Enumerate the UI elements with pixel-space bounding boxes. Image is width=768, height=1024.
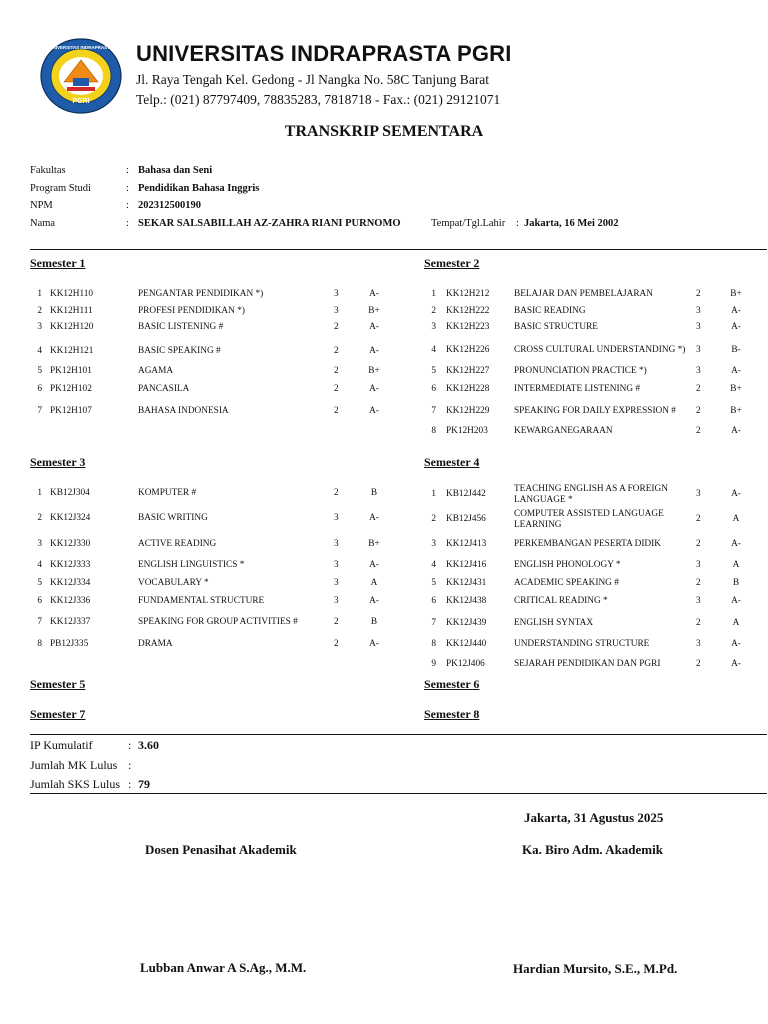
course-name: BAHASA INDONESIA	[138, 406, 229, 416]
nama-value: SEKAR SALSABILLAH AZ-ZAHRA RIANI PURNOMO	[138, 218, 401, 229]
document-title: TRANSKRIP SEMENTARA	[284, 123, 484, 140]
course-name: KEWARGANEGARAAN	[514, 426, 613, 436]
course-sks: 3	[696, 560, 701, 570]
mk-sep: :	[128, 758, 132, 772]
npm-value: 202312500190	[138, 200, 201, 211]
course-code: KB12J456	[446, 514, 486, 524]
course-sks: 3	[696, 306, 701, 316]
course-name: PANCASILA	[138, 384, 190, 394]
course-no: 3	[431, 322, 436, 332]
course-sks: 3	[696, 489, 701, 499]
prodi-sep: :	[126, 183, 129, 194]
course-sks: 3	[696, 639, 701, 649]
course-name: CRITICAL READING *	[514, 596, 608, 606]
course-grade: A-	[369, 322, 379, 332]
course-sks: 2	[334, 366, 339, 376]
nama-label: Nama	[30, 218, 56, 229]
course-no: 7	[431, 618, 436, 628]
course-name: PRONUNCIATION PRACTICE *)	[514, 366, 647, 376]
course-code: PK12J406	[446, 659, 485, 669]
course-name: COMPUTER ASSISTED LANGUAGE LEARNING	[514, 509, 664, 530]
course-name: TEACHING ENGLISH AS A FOREIGN LANGUAGE *	[514, 484, 668, 505]
ttl-value: Jakarta, 16 Mei 2002	[524, 218, 619, 229]
divider	[30, 249, 767, 250]
course-sks: 2	[334, 322, 339, 332]
course-sks: 3	[334, 560, 339, 570]
course-name: SPEAKING FOR DAILY EXPRESSION #	[514, 406, 676, 416]
course-code: KK12H121	[50, 346, 94, 356]
course-sks: 3	[334, 306, 339, 316]
course-name: CROSS CULTURAL UNDERSTANDING *)	[514, 345, 686, 355]
course-no: 7	[37, 406, 42, 416]
course-name: ENGLISH LINGUISTICS *	[138, 560, 245, 570]
course-sks: 2	[696, 618, 701, 628]
course-code: KK12H212	[446, 289, 490, 299]
course-name: FUNDAMENTAL STRUCTURE	[138, 596, 265, 606]
sks-value: 79	[138, 777, 150, 791]
course-name: ENGLISH SYNTAX	[514, 618, 594, 628]
course-grade: B	[370, 617, 378, 627]
course-grade: A-	[731, 322, 741, 332]
semester-7-title: Semester 7	[30, 707, 86, 721]
course-name: BASIC READING	[514, 306, 586, 316]
semester-1-title: Semester 1	[30, 256, 86, 270]
course-no: 4	[37, 346, 42, 356]
university-phone: Telp.: (021) 87797409, 78835283, 7818718 - Fax.: (021) 29121071	[136, 92, 501, 107]
svg-text:PGRI: PGRI	[72, 98, 90, 105]
ipk-sep: :	[128, 738, 132, 752]
course-name: PERKEMBANGAN PESERTA DIDIK	[514, 539, 661, 549]
sks-sep: :	[128, 777, 132, 791]
course-no: 6	[37, 596, 42, 606]
course-no: 1	[37, 289, 42, 299]
course-grade: B-	[731, 345, 741, 355]
course-grade: A-	[369, 596, 379, 606]
semester-6-title: Semester 6	[424, 677, 480, 691]
course-name: DRAMA	[138, 639, 173, 649]
course-grade: A	[732, 560, 740, 570]
course-code: KK12J413	[446, 539, 487, 549]
ttl-sep: :	[516, 218, 519, 229]
course-name: AGAMA	[138, 366, 174, 376]
course-code: KK12H120	[50, 322, 94, 332]
sks-label: Jumlah SKS Lulus	[30, 777, 121, 791]
course-sks: 3	[696, 322, 701, 332]
npm-label: NPM	[30, 200, 53, 211]
course-no: 8	[431, 639, 436, 649]
course-name: BASIC SPEAKING #	[138, 346, 221, 356]
course-sks: 2	[696, 539, 701, 549]
course-name: PROFESI PENDIDIKAN *)	[138, 306, 245, 316]
course-no: 2	[431, 514, 436, 524]
course-sks: 2	[696, 514, 701, 524]
semester-3-title: Semester 3	[30, 455, 86, 469]
course-sks: 2	[696, 289, 701, 299]
course-sks: 3	[696, 596, 701, 606]
course-code: KK12H110	[50, 289, 94, 299]
course-no: 4	[431, 560, 436, 570]
course-grade: A-	[369, 289, 379, 299]
ipk-label: IP Kumulatif	[30, 738, 93, 752]
course-code: PK12H107	[50, 406, 92, 416]
course-name: ENGLISH PHONOLOGY *	[514, 560, 621, 570]
course-code: KK12J334	[50, 578, 91, 588]
course-code: KK12J431	[446, 578, 487, 588]
course-no: 5	[37, 366, 42, 376]
course-sks: 3	[696, 345, 701, 355]
semester-8-title: Semester 8	[424, 707, 480, 721]
summary-bottom-rule	[30, 793, 767, 794]
semester-4-title: Semester 4	[424, 455, 480, 469]
course-grade: A	[732, 618, 740, 628]
semester-5-title: Semester 5	[30, 677, 86, 691]
course-grade: A-	[731, 596, 741, 606]
course-code: KK12H111	[50, 306, 93, 316]
course-code: KK12H226	[446, 345, 490, 355]
course-no: 9	[431, 659, 436, 669]
course-code: KK12J324	[50, 513, 91, 523]
prodi-value: Pendidikan Bahasa Inggris	[138, 183, 260, 194]
course-code: KK12J330	[50, 539, 91, 549]
course-grade: A-	[369, 639, 379, 649]
course-no: 8	[431, 426, 436, 436]
course-code: PK12H102	[50, 384, 92, 394]
course-sks: 2	[334, 639, 339, 649]
fakultas-value: Bahasa dan Seni	[138, 165, 213, 176]
mk-label: Jumlah MK Lulus	[30, 758, 118, 772]
course-code: KK12J337	[50, 617, 91, 627]
course-name: BELAJAR DAN PEMBELAJARAN	[514, 289, 653, 299]
course-no: 1	[431, 489, 436, 499]
nama-sep: :	[126, 218, 129, 229]
course-code: KK12H228	[446, 384, 490, 394]
course-no: 1	[37, 488, 42, 498]
course-sks: 3	[696, 366, 701, 376]
course-code: KB12J304	[50, 488, 90, 498]
course-no: 5	[431, 578, 436, 588]
course-grade: A	[732, 514, 740, 524]
course-code: PK12H101	[50, 366, 92, 376]
course-grade: A-	[731, 639, 741, 649]
course-sks: 2	[334, 346, 339, 356]
course-sks: 2	[334, 617, 339, 627]
course-sks: 2	[696, 384, 701, 394]
course-code: KK12J439	[446, 618, 487, 628]
course-sks: 2	[334, 406, 339, 416]
course-name: BASIC WRITING	[138, 513, 208, 523]
course-name: BASIC STRUCTURE	[514, 322, 598, 332]
course-grade: B+	[730, 406, 742, 416]
course-grade: A-	[731, 489, 741, 499]
course-grade: A	[370, 578, 378, 588]
left-signer-name: Lubban Anwar A S.Ag., M.M.	[140, 960, 307, 975]
place-date: Jakarta, 31 Agustus 2025	[524, 810, 664, 825]
semester-2-title: Semester 2	[424, 256, 480, 270]
course-no: 7	[431, 406, 436, 416]
course-sks: 3	[334, 513, 339, 523]
prodi-label: Program Studi	[30, 183, 91, 194]
university-logo	[40, 38, 122, 114]
course-code: KK12H223	[446, 322, 490, 332]
course-name: ACTIVE READING	[138, 539, 217, 549]
course-sks: 2	[334, 384, 339, 394]
course-grade: A-	[731, 539, 741, 549]
course-sks: 2	[696, 406, 701, 416]
university-name: UNIVERSITAS INDRAPRASTA PGRI	[136, 41, 512, 66]
course-code: KK12J440	[446, 639, 487, 649]
course-grade: A-	[731, 426, 741, 436]
course-sks: 3	[334, 539, 339, 549]
course-no: 2	[37, 513, 42, 523]
course-no: 2	[37, 306, 42, 316]
course-grade: B+	[368, 366, 380, 376]
course-no: 5	[37, 578, 42, 588]
course-sks: 2	[334, 488, 339, 498]
course-grade: A-	[369, 406, 379, 416]
course-no: 5	[431, 366, 436, 376]
course-no: 4	[431, 345, 436, 355]
course-code: KB12J442	[446, 489, 486, 499]
fakultas-label: Fakultas	[30, 165, 66, 176]
course-code: KK12J336	[50, 596, 91, 606]
npm-sep: :	[126, 200, 129, 211]
course-no: 2	[431, 306, 436, 316]
course-code: PK12H203	[446, 426, 488, 436]
course-grade: B+	[368, 306, 380, 316]
course-grade: B	[370, 488, 378, 498]
course-name: BASIC LISTENING #	[138, 322, 224, 332]
university-address: Jl. Raya Tengah Kel. Gedong - Jl Nangka No. 58C Tanjung Barat	[136, 72, 490, 87]
course-grade: A-	[731, 366, 741, 376]
course-no: 6	[37, 384, 42, 394]
course-grade: A-	[369, 346, 379, 356]
course-no: 6	[431, 384, 436, 394]
course-name: ACADEMIC SPEAKING #	[514, 578, 619, 588]
summary-top-rule	[30, 734, 767, 735]
course-grade: A-	[369, 384, 379, 394]
course-code: KK12H222	[446, 306, 490, 316]
course-name: PENGANTAR PENDIDIKAN *)	[138, 289, 264, 299]
course-grade: A-	[731, 306, 741, 316]
course-name: SEJARAH PENDIDIKAN DAN PGRI	[514, 659, 661, 669]
course-no: 8	[37, 639, 42, 649]
course-grade: A-	[369, 560, 379, 570]
course-code: KK12H229	[446, 406, 490, 416]
course-sks: 2	[696, 426, 701, 436]
course-no: 6	[431, 596, 436, 606]
course-grade: B+	[730, 289, 742, 299]
course-grade: A-	[731, 659, 741, 669]
course-grade: B+	[368, 539, 380, 549]
course-sks: 2	[696, 659, 701, 669]
course-sks: 3	[334, 578, 339, 588]
course-no: 3	[37, 322, 42, 332]
course-sks: 3	[334, 596, 339, 606]
course-no: 1	[431, 289, 436, 299]
course-no: 3	[37, 539, 42, 549]
course-no: 4	[37, 560, 42, 570]
ipk-value: 3.60	[138, 738, 159, 752]
course-code: PB12J335	[50, 639, 89, 649]
course-no: 3	[431, 539, 436, 549]
course-sks: 2	[696, 578, 701, 588]
course-grade: B+	[730, 384, 742, 394]
course-code: KK12H227	[446, 366, 490, 376]
course-code: KK12J416	[446, 560, 487, 570]
left-role: Dosen Penasihat Akademik	[145, 842, 297, 857]
course-name: INTERMEDIATE LISTENING #	[514, 384, 641, 394]
right-role: Ka. Biro Adm. Akademik	[522, 842, 663, 857]
svg-text:UNIVERSITAS INDRAPRASTA: UNIVERSITAS INDRAPRASTA	[49, 45, 113, 50]
course-name: KOMPUTER #	[138, 488, 197, 498]
course-code: KK12J438	[446, 596, 487, 606]
course-name: VOCABULARY *	[138, 578, 209, 588]
fakultas-sep: :	[126, 165, 129, 176]
course-code: KK12J333	[50, 560, 91, 570]
course-grade: A-	[369, 513, 379, 523]
course-sks: 3	[334, 289, 339, 299]
course-name: UNDERSTANDING STRUCTURE	[514, 639, 650, 649]
right-signer-name: Hardian Mursito, S.E., M.Pd.	[513, 961, 678, 976]
course-grade: B	[732, 578, 740, 588]
ttl-label: Tempat/Tgl.Lahir	[431, 218, 506, 229]
course-name: SPEAKING FOR GROUP ACTIVITIES #	[138, 617, 298, 627]
course-no: 7	[37, 617, 42, 627]
